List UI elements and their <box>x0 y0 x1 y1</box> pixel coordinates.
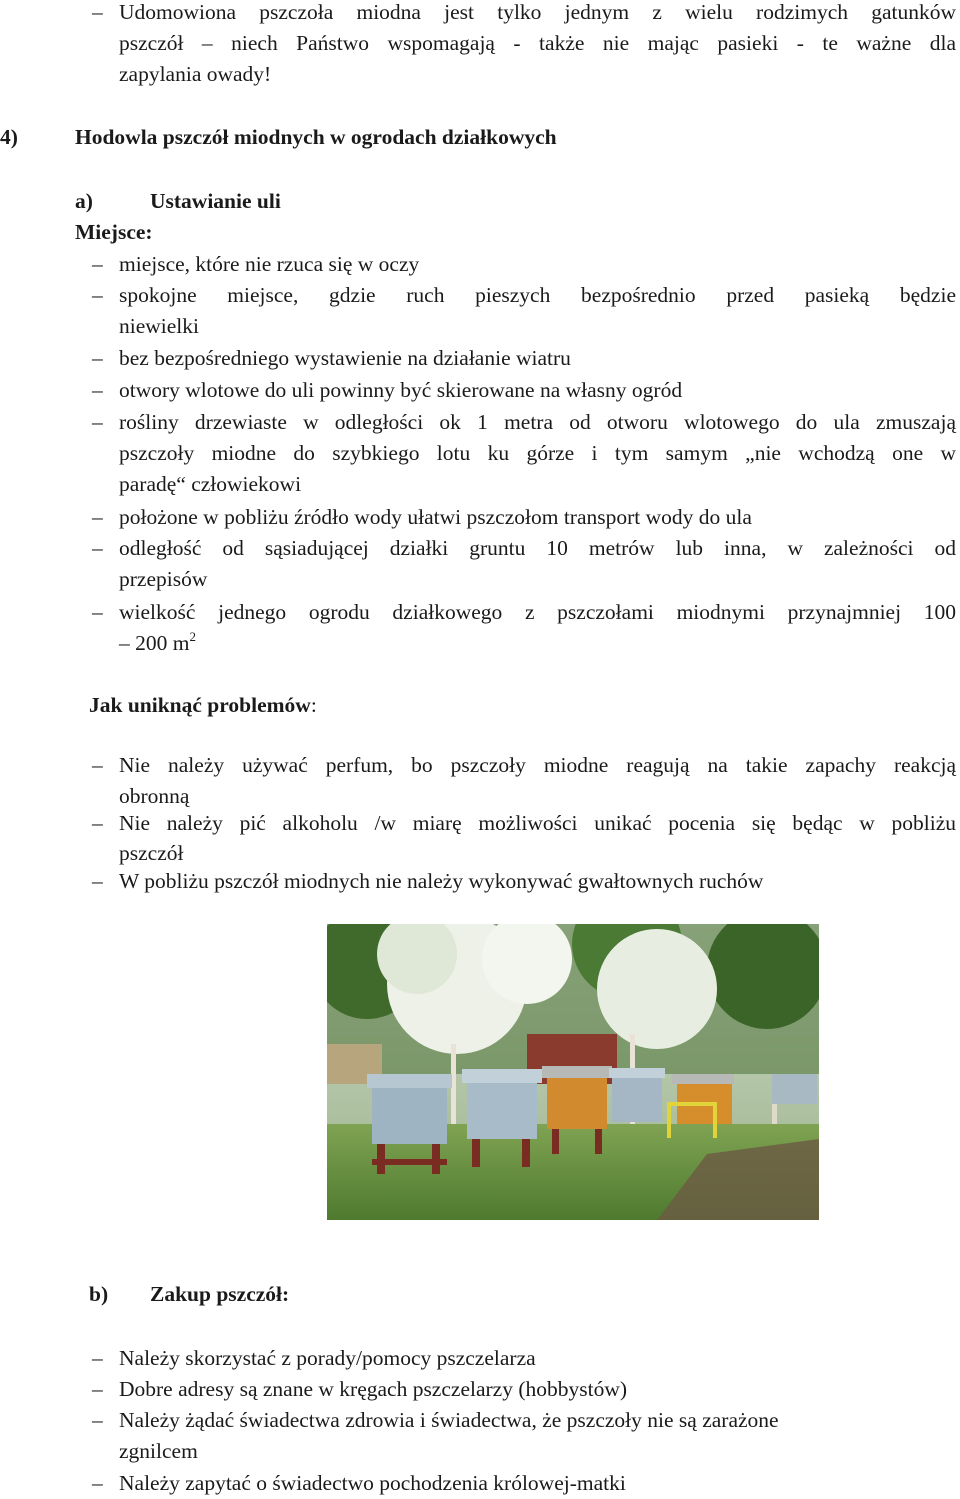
list-item: położone w pobliżu źródło wody ułatwi pszczołom transport wody do ula <box>119 505 752 529</box>
list-item: spokojne miejsce, gdzie ruch pieszych bezpośrednio przed pasieką będzie <box>119 283 956 307</box>
bullet-dash: – <box>92 869 103 893</box>
area-exponent: 2 <box>189 629 196 644</box>
problems-colon: : <box>310 693 317 717</box>
list-item-continuation: zgnilcem <box>119 1439 198 1463</box>
list-item: Nie należy używać perfum, bo pszczoły miodne reagują na takie zapachy reakcją <box>119 753 956 777</box>
list-item: Należy skorzystać z porady/pomocy pszczelarza <box>119 1346 536 1370</box>
list-item-continuation: niewielki <box>119 314 200 338</box>
list-item: bez bezpośredniego wystawienie na działanie wiatru <box>119 346 571 370</box>
list-item: otwory wlotowe do uli powinny być skierowane na własny ogród <box>119 378 683 402</box>
beehives-photo <box>327 924 819 1220</box>
list-item: odległość od sąsiadującej działki gruntu 10 metrów lub inna, w zależności od <box>119 536 956 560</box>
intro-line-3: zapylania owady! <box>119 62 272 86</box>
bullet-dash: – <box>92 1346 103 1370</box>
bullet-dash: – <box>92 1471 103 1495</box>
subsection-b-letter: b) <box>89 1282 109 1306</box>
list-item: Nie należy pić alkoholu /w miarę możliwości unikać pocenia się będąc w pobliżu <box>119 811 956 835</box>
bullet-dash: – <box>92 410 103 434</box>
list-item: rośliny drzewiaste w odległości ok 1 metra od otworu wlotowego do ula zmuszają <box>119 410 956 434</box>
subsection-b-title: Zakup pszczół: <box>150 1282 290 1306</box>
bullet-dash: – <box>92 283 103 307</box>
list-item-continuation: pszczoły miodne do szybkiego lotu ku górze i tym samym „nie wchodzą one w <box>119 441 956 465</box>
bullet-dash: – <box>92 536 103 560</box>
area-value: – 200 m <box>119 631 190 655</box>
list-item: Dobre adresy są znane w kręgach pszczelarzy (hobbystów) <box>119 1377 628 1401</box>
bullet-dash: – <box>92 811 103 835</box>
list-item: Należy żądać świadectwa zdrowia i świadectwa, że pszczoły nie są zarażone <box>119 1408 779 1432</box>
section-number: 4) <box>0 125 18 149</box>
list-item-continuation: pszczół <box>119 841 184 865</box>
bullet-dash: – <box>92 378 103 402</box>
list-item-continuation <box>119 628 196 658</box>
list-item: miejsce, które nie rzuca się w oczy <box>119 252 420 276</box>
bullet-dash: – <box>92 252 103 276</box>
list-item: wielkość jednego ogrodu działkowego z pszczołami miodnymi przynajmniej 100 <box>119 600 956 624</box>
bullet-dash: – <box>92 505 103 529</box>
miejsce-label: Miejsce: <box>75 220 153 244</box>
intro-line-2: pszczół – niech Państwo wspomagają - także nie mając pasieki - te ważne dla <box>119 31 956 55</box>
bullet-dash: – <box>92 1408 103 1432</box>
bullet-dash: – <box>92 753 103 777</box>
list-item-continuation: obronną <box>119 784 190 808</box>
bullet-dash: – <box>92 0 103 24</box>
intro-line-1: Udomowiona pszczoła miodna jest tylko jednym z wielu rodzimych gatunków <box>119 0 956 24</box>
bullet-dash: – <box>92 600 103 624</box>
subsection-a-letter: a) <box>75 189 93 213</box>
list-item: W pobliżu pszczół miodnych nie należy wykonywać gwałtownych ruchów <box>119 869 764 893</box>
problems-heading <box>89 690 317 720</box>
problems-label: Jak uniknąć problemów <box>89 693 311 717</box>
list-item: Należy zapytać o świadectwo pochodzenia królowej-matki <box>119 1471 626 1495</box>
section-title: Hodowla pszczół miodnych w ogrodach działkowych <box>75 125 557 149</box>
list-item-continuation: paradę“ człowiekowi <box>119 472 302 496</box>
subsection-a-title: Ustawianie uli <box>150 189 281 213</box>
bullet-dash: – <box>92 1377 103 1401</box>
bullet-dash: – <box>92 346 103 370</box>
list-item-continuation: przepisów <box>119 567 208 591</box>
